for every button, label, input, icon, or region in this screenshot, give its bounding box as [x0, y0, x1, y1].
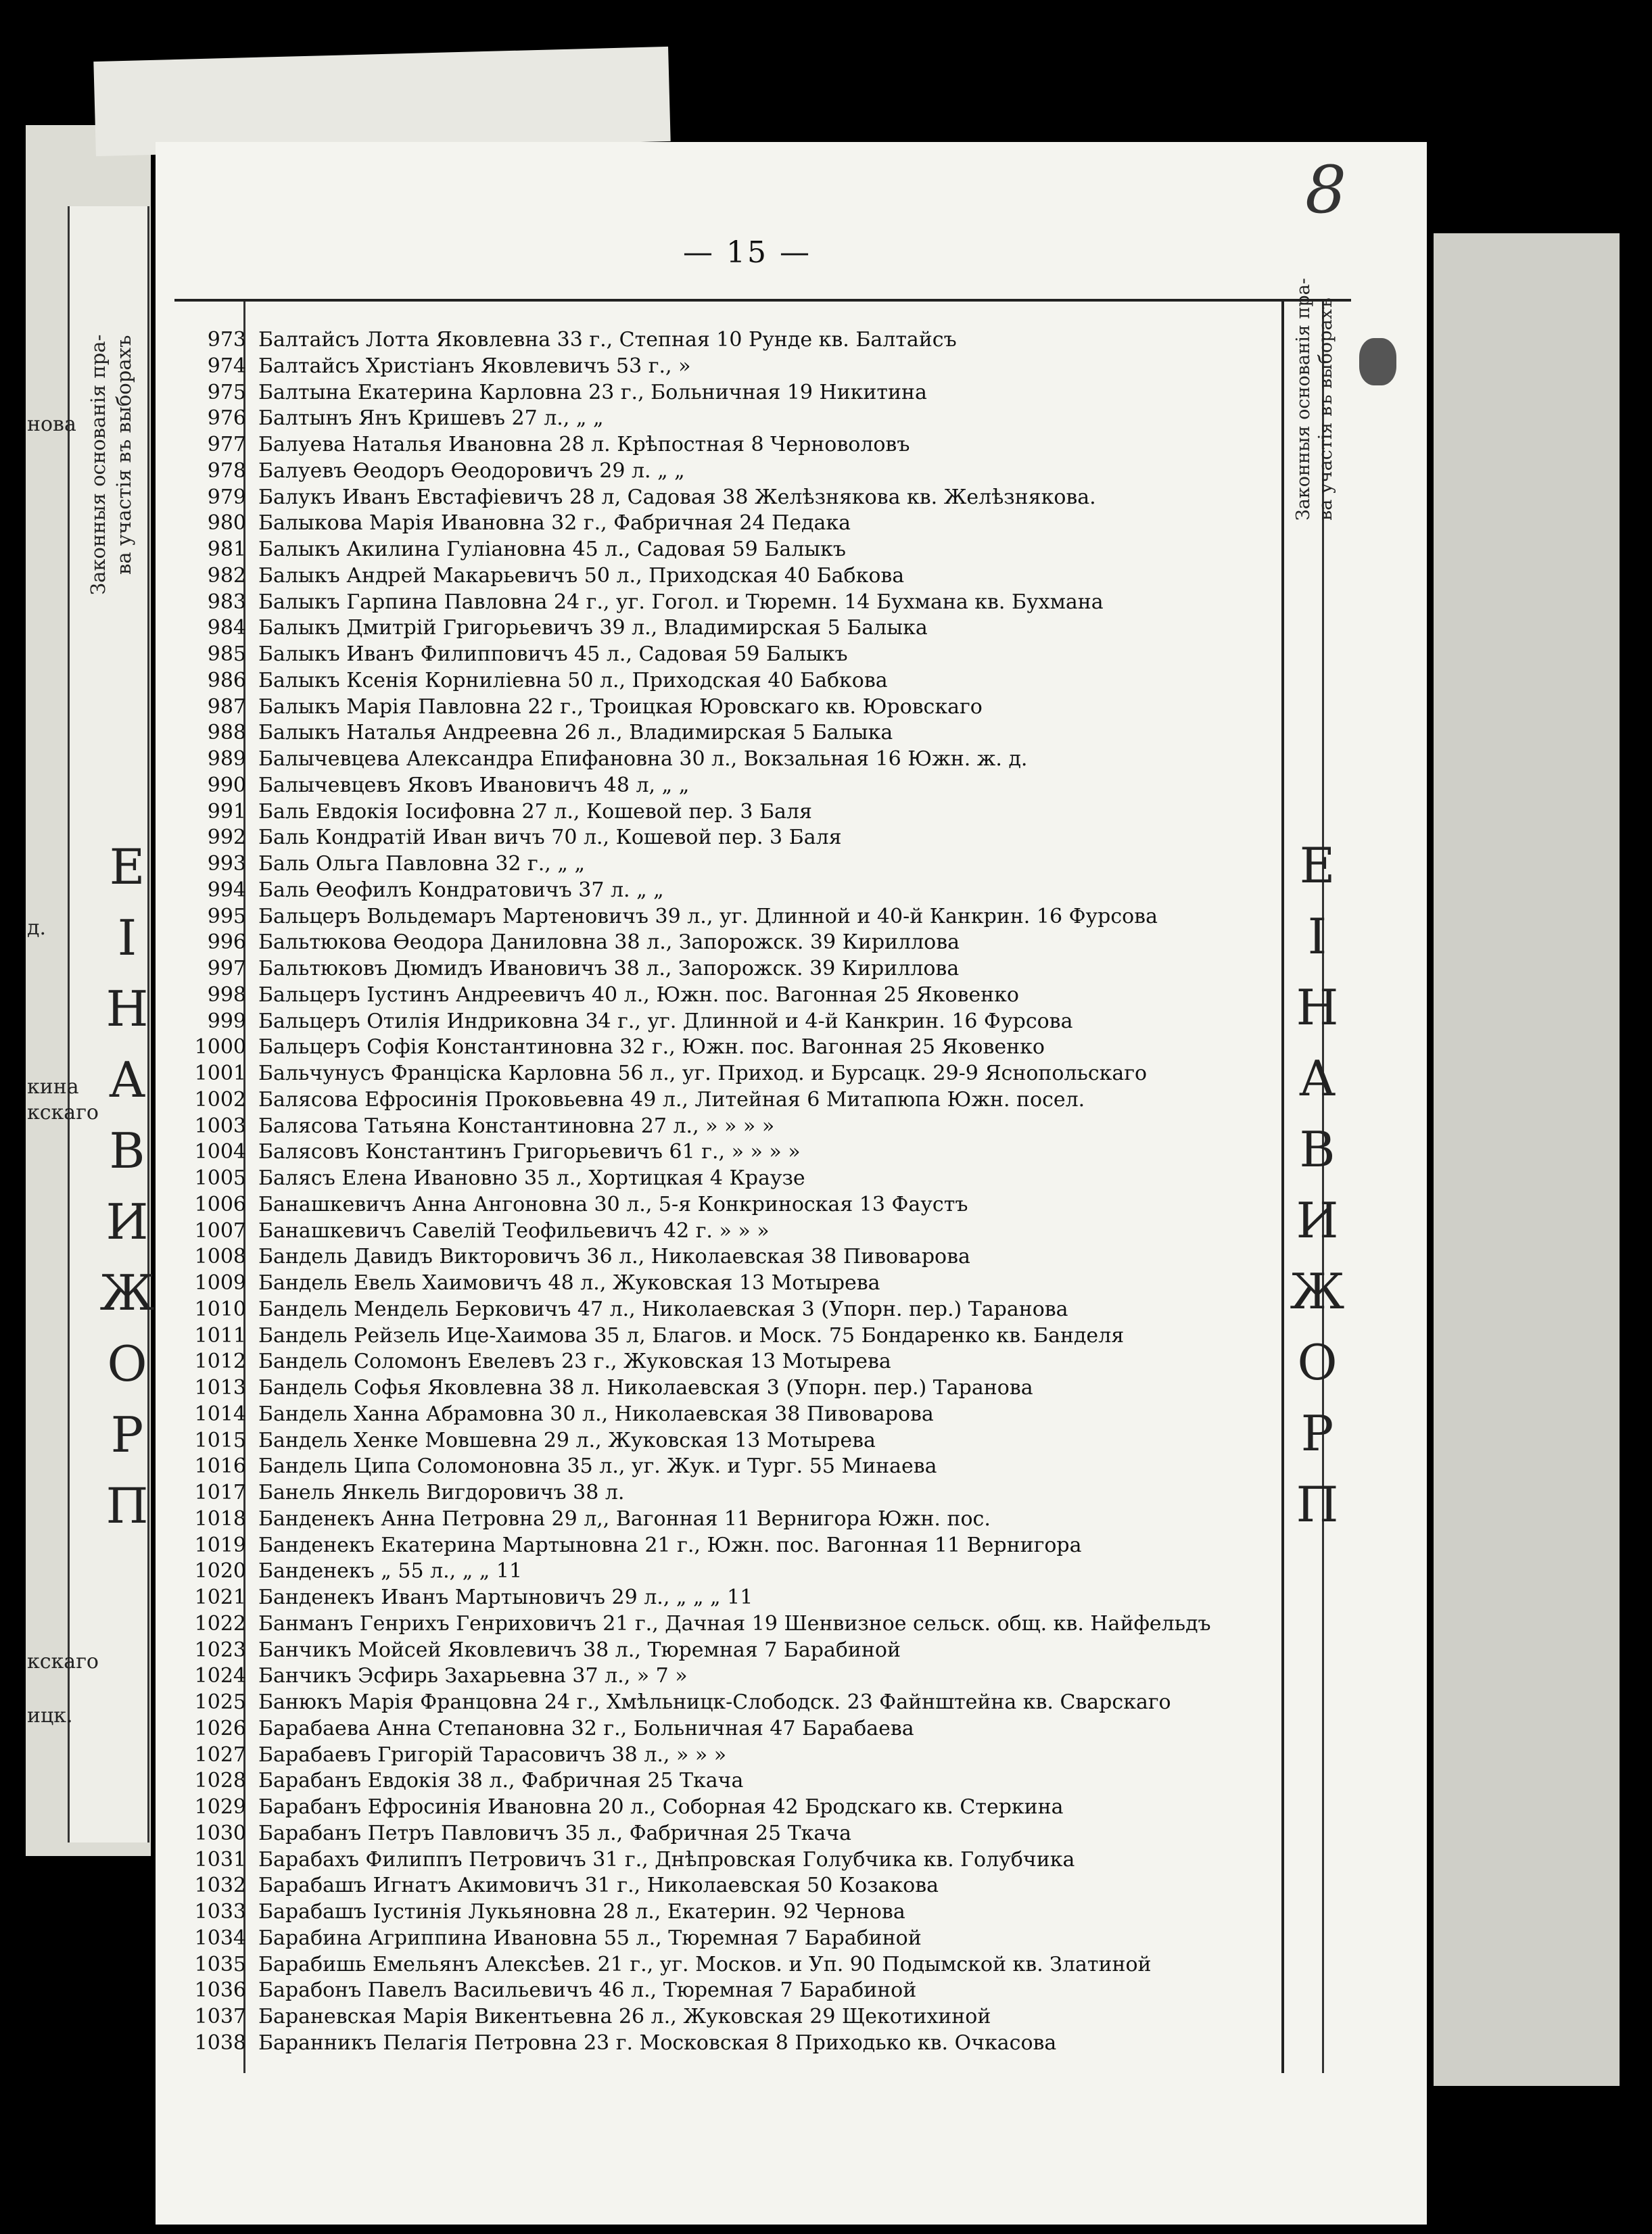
page-number: — 15 — [683, 235, 811, 270]
entry-text: Балтайсъ Христіанъ Яковлевичъ 53 г., » [258, 354, 691, 378]
entry-text: Бандель Давидъ Викторовичъ 36 л., Николаевская 38 Пивоварова [258, 1245, 970, 1269]
entry-number: 1005 [194, 1166, 246, 1190]
list-item [189, 1480, 1285, 1506]
list-item [189, 432, 1285, 458]
entry-number: 994 [207, 878, 246, 902]
list-item [189, 642, 1285, 668]
entry-text: Балуева Наталья Ивановна 28 л. Крѣпостная 8 Черноволовъ [258, 433, 910, 456]
list-item [189, 458, 1285, 485]
section-letter: О [1297, 1334, 1338, 1391]
list-item [189, 615, 1285, 642]
list-item [189, 720, 1285, 746]
list-item [189, 956, 1285, 982]
entry-number: 979 [207, 485, 246, 509]
entry-number: 1002 [194, 1087, 246, 1112]
list-item [189, 510, 1285, 537]
entry-text: Барабашъ Игнатъ Акимовичъ 31 г., Николаевская 50 Козакова [258, 1874, 939, 1898]
left-page-fragment: д. [27, 916, 47, 940]
entry-text: Банель Янкель Вигдоровичъ 38 л. [258, 1481, 625, 1504]
entry-text: Балыкъ Гарпина Павловна 24 г., уг. Гогол. и Тюремн. 14 Бухмана кв. Бухмана [258, 590, 1104, 614]
section-letter: П [105, 1477, 149, 1534]
entry-number: 1013 [194, 1376, 246, 1400]
list-item [189, 904, 1285, 930]
list-item [189, 825, 1285, 851]
entry-text: Балыкъ Андрей Макарьевичъ 50 л., Приходская 40 Бабкова [258, 563, 905, 588]
entry-text: Балтынъ Янъ Кришевъ 27 л., „ „ [258, 406, 604, 431]
entry-text: Бальтюкова Өеодора Даниловна 38 л., Запорожск. 39 Кириллова [258, 930, 960, 955]
entry-number: 975 [207, 380, 246, 404]
entry-text: Балтына Екатерина Карловна 23 г., Больничная 19 Никитина [258, 380, 927, 404]
right-page-strip [1434, 233, 1620, 2086]
list-item [189, 1611, 1285, 1638]
entry-text: Бандель Софья Яковлевна 38 л. Николаевская 3 (Упорн. пер.) Таранова [258, 1376, 1033, 1400]
list-item [189, 1559, 1285, 1585]
entry-text: Барабахъ Филиппъ Петровичъ 31 г., Днѣпровская Голубчика кв. Голубчика [258, 1847, 1075, 1872]
entry-number: 983 [207, 590, 246, 614]
entry-text: Барабанъ Евдокія 38 л., Фабричная 25 Ткача [258, 1769, 744, 1793]
header-rule [174, 299, 1351, 302]
list-item [189, 406, 1285, 432]
entry-number: 990 [207, 773, 246, 797]
entry-text: Бальцеръ Отилія Индриковна 34 г., уг. Длинной и 4-й Канкрин. 16 Фурсова [258, 1009, 1073, 1033]
entry-text: Банденекъ Анна Петровна 29 л,, Вагонная 11 Вернигора Южн. пос. [258, 1506, 991, 1531]
list-item [189, 773, 1285, 799]
entry-number: 1024 [194, 1664, 246, 1688]
list-item [189, 1192, 1285, 1218]
entry-number: 1018 [194, 1506, 246, 1531]
section-letter: П [1296, 1476, 1339, 1533]
list-item [189, 1952, 1285, 1978]
entry-number: 1034 [194, 1926, 246, 1950]
entry-text: Баль Өеофилъ Кондратовичъ 37 л. „ „ [258, 878, 664, 902]
entry-text: Банашкевичъ Савелій Теофильевичъ 42 г. » » » [258, 1218, 770, 1243]
entry-number: 1006 [194, 1192, 246, 1216]
section-letter: В [109, 1122, 145, 1179]
entry-number: 1016 [194, 1454, 246, 1479]
entry-text: Бандель Мендель Берковичъ 47 л., Николаевская 3 (Упорн. пер.) Таранова [258, 1297, 1068, 1321]
entry-text: Бандель Рейзель Ице-Хаимова 35 л, Благов. и Моск. 75 Бондаренко кв. Банделя [258, 1323, 1125, 1348]
left-page-fragment: нова [27, 412, 76, 436]
entry-number: 982 [207, 563, 246, 588]
list-item [189, 746, 1285, 773]
entry-number: 1021 [194, 1586, 246, 1609]
list-item [189, 1139, 1285, 1166]
list-item [189, 563, 1285, 590]
entry-text: Балычевцева Александра Епифановна 30 л., Вокзальная 16 Южн. ж. д. [258, 747, 1028, 771]
entry-text: Балясъ Елена Ивановно 35 л., Хортицкая 4 Краузе [258, 1166, 805, 1190]
section-letter: А [1298, 1050, 1336, 1107]
list-item [189, 1402, 1285, 1428]
entry-text: Балыкова Марія Ивановна 32 г., Фабричная 24 Педака [258, 511, 851, 536]
entry-number: 1008 [194, 1245, 246, 1269]
entry-number: 989 [207, 747, 246, 771]
entry-number: 1010 [194, 1297, 246, 1321]
entry-number: 1038 [194, 2030, 246, 2055]
list-item [189, 1638, 1285, 1664]
entry-number: 1027 [194, 1742, 246, 1767]
list-item [189, 2030, 1285, 2057]
entry-number: 1029 [194, 1795, 246, 1819]
entry-number: 997 [207, 957, 246, 980]
entry-text: Баль Кондратій Иван вичъ 70 л., Кошевой пер. 3 Баля [258, 826, 842, 850]
entry-number: 1015 [194, 1428, 246, 1452]
entry-text: Бандель Ханна Абрамовна 30 л., Николаевская 38 Пивоварова [258, 1402, 934, 1426]
list-item [189, 668, 1285, 694]
entry-number: 974 [207, 354, 246, 378]
entry-number: 1022 [194, 1611, 246, 1636]
entry-text: Барабина Агриппина Ивановна 55 л., Тюремная 7 Барабиной [258, 1926, 922, 1950]
entry-number: 1009 [194, 1271, 246, 1295]
entry-number: 991 [207, 799, 246, 824]
right-column-header-line1: Законныя основанія пра- [1293, 278, 1314, 521]
entry-text: Балыкъ Дмитрій Григорьевичъ 39 л., Владимирская 5 Балыка [258, 616, 928, 640]
entry-number: 978 [207, 458, 246, 483]
left-page-fragment: кскаго [27, 1650, 99, 1673]
entry-number: 998 [207, 982, 246, 1007]
entry-text: Бандель Хенке Мовшевна 29 л., Жуковская 13 Мотырева [258, 1428, 876, 1452]
entry-text: Банчикъ Эсфирь Захарьевна 37 л., » 7 » [258, 1664, 688, 1688]
stamp-mark [1359, 338, 1396, 385]
entry-text: Банденекъ Иванъ Мартыновичъ 29 л., „ „ „ 11 [258, 1586, 753, 1609]
list-item [189, 590, 1285, 616]
entry-number: 1012 [194, 1350, 246, 1374]
entry-text: Барабишь Емельянъ Алексѣев. 21 г., уг. Москов. и Уп. 90 Подымской кв. Златиной [258, 1952, 1152, 1976]
entry-number: 1035 [194, 1952, 246, 1976]
entry-text: Бандель Ципа Соломоновна 35 л., уг. Жук. и Тург. 55 Минаева [258, 1454, 937, 1479]
entry-text: Барабаевъ Григорій Тарасовичъ 38 л., » » » [258, 1742, 727, 1767]
entry-number: 1032 [194, 1874, 246, 1898]
entry-number: 987 [207, 694, 246, 719]
entry-text: Барабанъ Ефросинія Ивановна 20 л., Соборная 42 Бродскаго кв. Стеркина [258, 1795, 1064, 1819]
list-item [189, 380, 1285, 406]
list-item [189, 1663, 1285, 1690]
entry-text: Балыкъ Марія Павловна 22 г., Троицкая Юровскаго кв. Юровскаго [258, 694, 983, 719]
entry-text: Балясова Татьяна Константиновна 27 л., » » » » [258, 1114, 775, 1138]
left-page-fragment: кскаго [27, 1101, 99, 1124]
voter-list [189, 327, 1285, 2057]
list-item [189, 1899, 1285, 1926]
entry-text: Баль Евдокія Іосифовна 27 л., Кошевой пер. 3 Баля [258, 799, 812, 824]
list-item [189, 1926, 1285, 1952]
list-item [189, 1454, 1285, 1480]
list-item [189, 1873, 1285, 1899]
entry-number: 1014 [194, 1402, 246, 1426]
entry-number: 1031 [194, 1847, 246, 1872]
entry-number: 1000 [194, 1035, 246, 1060]
list-item [189, 354, 1285, 380]
list-item [189, 1690, 1285, 1716]
entry-number: 985 [207, 642, 246, 666]
entry-text: Балыкъ Наталья Андреевна 26 л., Владимирская 5 Балыка [258, 721, 893, 745]
entry-number: 996 [207, 930, 246, 955]
entry-number: 981 [207, 538, 246, 561]
section-letter: Н [1296, 979, 1339, 1036]
list-item [189, 1978, 1285, 2004]
list-item [189, 1218, 1285, 1245]
list-item [189, 1847, 1285, 1874]
handwritten-page-mark: 8 [1305, 152, 1347, 228]
entry-text: Барабанъ Петръ Павловичъ 35 л., Фабричная 25 Ткача [258, 1821, 852, 1845]
entry-text: Балыкъ Ксенія Корниліевна 50 л., Приходская 40 Бабкова [258, 668, 888, 692]
list-item [189, 930, 1285, 956]
section-letter: І [1307, 908, 1327, 965]
entry-text: Баль Ольга Павловна 32 г., „ „ [258, 852, 586, 876]
entry-number: 1023 [194, 1638, 246, 1662]
entry-text: Балуевъ Өеодоръ Өеодоровичъ 29 л. „ „ [258, 458, 685, 483]
list-item [189, 982, 1285, 1009]
entry-text: Банчикъ Мойсей Яковлевичъ 38 л., Тюремная 7 Барабиной [258, 1638, 901, 1662]
list-item [189, 1166, 1285, 1192]
entry-text: Балукъ Иванъ Евстафіевичъ 28 л, Садовая 38 Желѣзнякова кв. Желѣзнякова. [258, 485, 1096, 509]
list-item [189, 1428, 1285, 1454]
left-column-header-line2: ва участія въ выборахъ [112, 335, 135, 575]
list-item [189, 1244, 1285, 1270]
section-letter: Е [1299, 837, 1336, 894]
section-letter: Р [1300, 1405, 1334, 1462]
entry-number: 1019 [194, 1533, 246, 1557]
list-item [189, 1270, 1285, 1297]
entry-number: 984 [207, 616, 246, 640]
list-item [189, 1087, 1285, 1114]
entry-number: 988 [207, 721, 246, 745]
entry-number: 1004 [194, 1140, 246, 1164]
entry-text: Бальцеръ Вольдемаръ Мартеновичъ 39 л., уг. Длинной и 40-й Канкрин. 16 Фурсова [258, 904, 1158, 928]
list-item [189, 1585, 1285, 1611]
list-item [189, 485, 1285, 511]
section-letter: Е [109, 838, 145, 895]
entry-number: 1033 [194, 1900, 246, 1924]
entry-text: Бандель Соломонъ Евелевъ 23 г., Жуковская 13 Мотырева [258, 1350, 891, 1374]
list-item [189, 1506, 1285, 1533]
entry-number: 993 [207, 852, 246, 876]
list-item [189, 799, 1285, 826]
entry-text: Балясова Ефросинія Проковьевна 49 л., Литейная 6 Митапюпа Южн. посел. [258, 1087, 1085, 1112]
entry-number: 992 [207, 826, 246, 850]
entry-text: Бальцеръ Софія Константиновна 32 г., Южн. пос. Вагонная 25 Яковенко [258, 1035, 1045, 1060]
entry-number: 976 [207, 406, 246, 431]
entry-text: Бальчунусъ Францiска Карловна 56 л., уг. Приход. и Бурсацк. 29-9 Яснопольскаго [258, 1062, 1148, 1085]
right-section-word [1290, 830, 1344, 1540]
entry-text: Бальцеръ Іустинъ Андреевичъ 40 л., Южн. пос. Вагонная 25 Яковенко [258, 982, 1019, 1007]
section-letter: І [117, 909, 137, 966]
entry-text: Балыкъ Иванъ Филипповичъ 45 л., Садовая 59 Балыкъ [258, 642, 848, 666]
entry-number: 1030 [194, 1821, 246, 1845]
list-item [189, 1323, 1285, 1350]
list-item [189, 1821, 1285, 1847]
entry-number: 1001 [194, 1062, 246, 1085]
section-letter: Р [110, 1406, 144, 1463]
entry-number: 1007 [194, 1218, 246, 1243]
entry-number: 1020 [194, 1559, 246, 1584]
list-item [189, 1716, 1285, 1742]
list-item [189, 1297, 1285, 1323]
entry-number: 1025 [194, 1690, 246, 1714]
list-item [189, 878, 1285, 904]
entry-number: 995 [207, 904, 246, 928]
entry-text: Банманъ Генрихъ Генриховичъ 21 г., Дачная 19 Шенвизное сельск. общ. кв. Найфельдъ [258, 1611, 1211, 1636]
section-letter: В [1299, 1121, 1336, 1178]
right-column-header-line2: ва участія въ выборахъ [1315, 298, 1336, 521]
list-item [189, 1009, 1285, 1035]
entry-number: 986 [207, 668, 246, 692]
list-item [189, 1742, 1285, 1769]
entry-text: Балыкъ Акилина Гуліановна 45 л., Садовая 59 Балыкъ [258, 538, 846, 561]
list-item [189, 694, 1285, 721]
entry-text: Барабаева Анна Степановна 32 г., Больничная 47 Барабаева [258, 1716, 914, 1740]
entry-text: Барабашъ Іустинія Лукьяновна 28 л., Екатерин. 92 Чернова [258, 1900, 905, 1924]
list-item [189, 1768, 1285, 1795]
entry-text: Бальтюковъ Дюмидъ Ивановичъ 38 л., Запорожск. 39 Кириллова [258, 957, 960, 980]
entry-text: Банашкевичъ Анна Ангоновна 30 л., 5-я Конкриноская 13 Фаустъ [258, 1192, 968, 1216]
entry-text: Балтайсъ Лотта Яковлевна 33 г., Степная 10 Рунде кв. Балтайсъ [258, 328, 957, 352]
section-letter: Ж [1290, 1263, 1345, 1320]
list-item [189, 1114, 1285, 1140]
list-item [189, 2004, 1285, 2030]
entry-number: 1011 [194, 1323, 246, 1348]
list-item [189, 1795, 1285, 1821]
entry-text: Банюкъ Марія Францовна 24 г., Хмѣльницк-Слободск. 23 Файнштейна кв. Сварскаго [258, 1690, 1171, 1714]
entry-number: 1003 [194, 1114, 246, 1138]
entry-text: Барабонъ Павелъ Васильевичъ 46 л., Тюремная 7 Барабиной [258, 1978, 917, 2003]
left-page-fragment: кина [27, 1075, 79, 1099]
list-item [189, 537, 1285, 563]
left-section-word [100, 832, 154, 1542]
entry-text: Балясовъ Константинъ Григорьевичъ 61 г., » » » » [258, 1140, 801, 1164]
section-letter: Ж [99, 1264, 155, 1321]
entry-number: 1037 [194, 2005, 246, 2028]
left-page-fragment: ицк. [27, 1704, 73, 1728]
list-item [189, 851, 1285, 878]
entry-text: Банденекъ Екатерина Мартыновна 21 г., Южн. пос. Вагонная 11 Вернигора [258, 1533, 1082, 1557]
list-item [189, 1061, 1285, 1087]
entry-text: Банденекъ „ 55 л., „ „ 11 [258, 1559, 523, 1584]
list-item [189, 1533, 1285, 1559]
entry-number: 1036 [194, 1978, 246, 2003]
entry-text: Бандель Евель Хаимовичъ 48 л., Жуковская 13 Мотырева [258, 1271, 880, 1295]
section-letter: Н [105, 980, 149, 1037]
section-letter: О [107, 1335, 147, 1392]
section-letter: И [105, 1193, 149, 1250]
section-letter: И [1296, 1192, 1339, 1249]
entry-text: Балычевцевъ Яковъ Ивановичъ 48 л, „ „ [258, 773, 690, 797]
entry-number: 1028 [194, 1769, 246, 1793]
entry-number: 980 [207, 511, 246, 536]
entry-number: 1017 [194, 1481, 246, 1504]
entry-number: 1026 [194, 1716, 246, 1740]
section-letter: А [108, 1051, 146, 1108]
list-item [189, 1375, 1285, 1402]
list-item [189, 1035, 1285, 1061]
entry-number: 977 [207, 433, 246, 456]
left-column-header-line1: Законныя основанія пра- [87, 334, 110, 595]
list-item [189, 327, 1285, 354]
torn-paper-top [93, 47, 670, 156]
entry-number: 999 [207, 1009, 246, 1033]
entry-text: Баранникъ Пелагія Петровна 23 г. Московская 8 Приходько кв. Очкасова [258, 2030, 1057, 2055]
entry-text: Бараневская Марія Викентьевна 26 л., Жуковская 29 Щекотихиной [258, 2005, 991, 2028]
list-item [189, 1349, 1285, 1375]
entry-number: 973 [207, 328, 246, 352]
